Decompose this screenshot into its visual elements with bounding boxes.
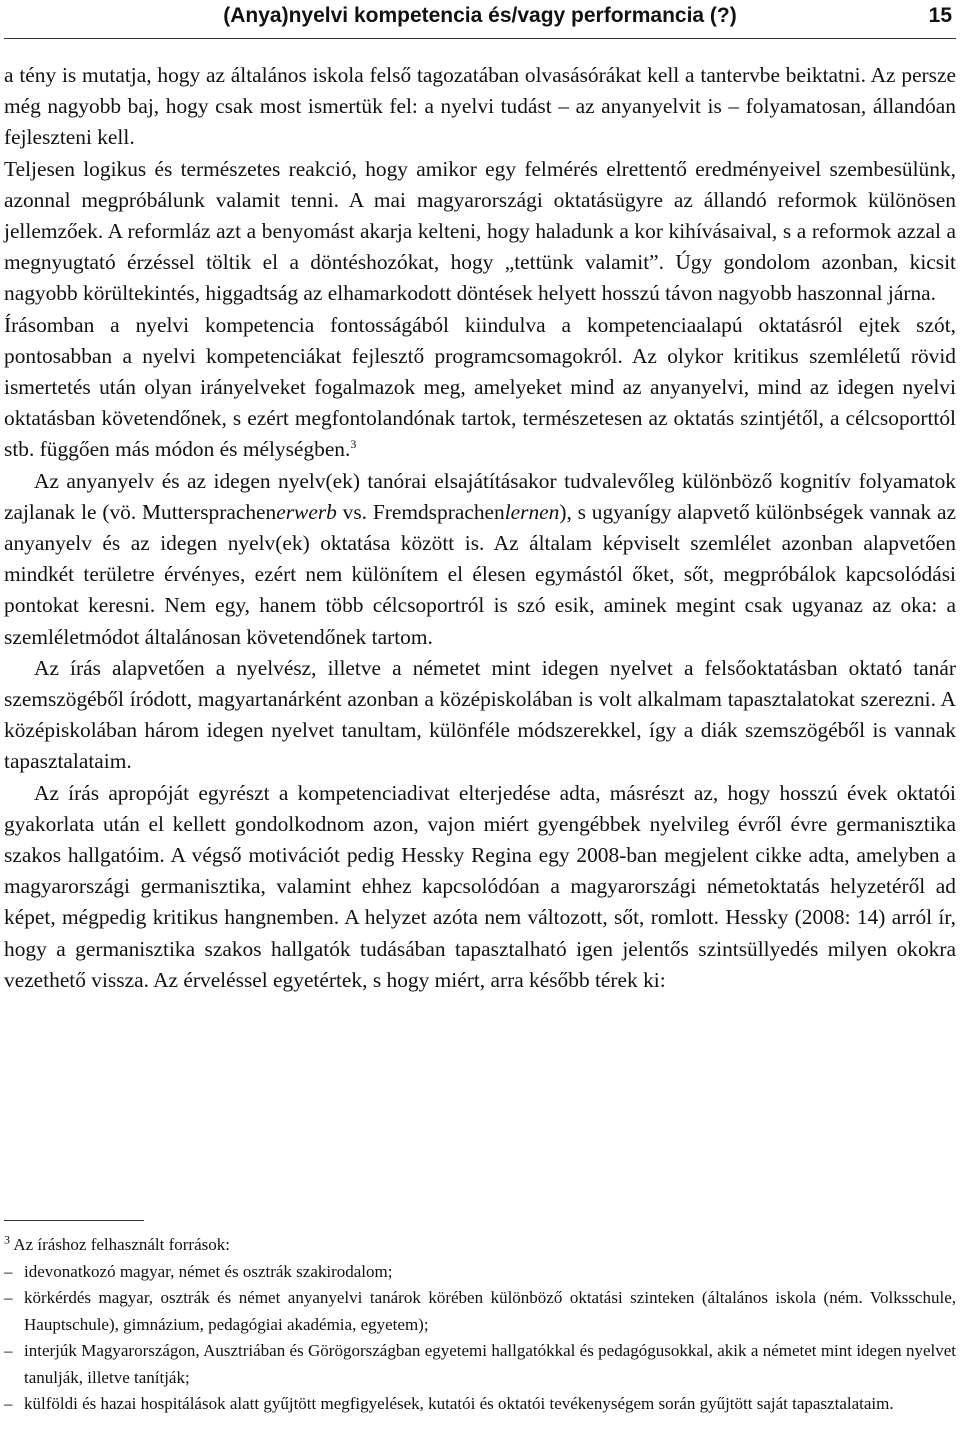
paragraph-3-text: Írásomban a nyelvi kompetencia fontosságából kiindulva a kompetenciaalapú oktatásról ejtek szót, pontosabban a nyelvi kompetenciákat fejlesztő programcsomagokról. Az olykor kritikus szemléletű rövid ismertetés után olyan irányelveket fogalmazok meg, amelyeket mind az anyanyelvi, mind az idegen nyelvi oktatásban követendőnek, s ezért megfontolandónak tartok, természetesen az oktatás szintjétől, a célcsoporttól stb. függően más módon és mélységben. [4, 312, 956, 462]
term-lernen: lernen [504, 499, 560, 524]
body-text [4, 60, 956, 996]
footnote-item [4, 1391, 956, 1418]
paragraph-3 [4, 310, 956, 466]
footnote-reference: 3 [350, 437, 357, 452]
paragraph-1: a tény is mutatja, hogy az általános iskola felső tagozatában olvasásórákat kell a tantervbe beiktatni. Az persze még nagyobb baj, hogy csak most ismertük fel: a nyelvi tudást – az anyanyelvit is – folyamatosan, állandóan fejleszteni kell. [4, 63, 956, 150]
dash-marker: – [4, 1261, 13, 1281]
paragraph-4-text-c: ), s ugyanígy alapvető különbségek vannak az anyanyelv és az idegen nyelv(ek) oktatása között is. Az általam képviselt szemlélet azonban alapvetően mindkét területre érvényes, ezért nem különítem el élesen egymástól őket, sőt, megpróbálok kapcsolódási pontokat keresni. Nem egy, hanem több célcsoportról is szó esik, aminek megint csak ugyanaz az oka: a szemléletmódot általánosan követendőnek tartom. [4, 499, 956, 649]
paragraph-2: Teljesen logikus és természetes reakció, hogy amikor egy felmérés elrettentő eredményeivel szembesülünk, azonnal megpróbálunk valamit tenni. A mai magyarországi oktatásügyre az állandó reformok különösen jellemzőek. A reformláz azt a benyomást akarja kelteni, hogy haladunk a kor kihívásaival, s a reformok azzal a megnyugtató érzéssel töltik el a döntéshozókat, hogy „tettünk valamit”. Úgy gondolom azonban, kicsit nagyobb körültekintés, higgadtság az elhamarkodott döntések helyett hosszú távon nagyobb haszonnal járna. [4, 156, 956, 306]
footnote-intro-text: Az íráshoz felhasznált források: [13, 1235, 230, 1254]
header-rule [4, 38, 956, 39]
footnote-intro [4, 1232, 956, 1259]
footnote-block [4, 1232, 956, 1418]
paragraph-4-text-b: vs. Fremdsprachen [336, 499, 505, 524]
footnote-item [4, 1259, 956, 1286]
footnote-item-text: külföldi és hazai hospitálások alatt gyűjtött megfigyelések, kutatói és oktatói tevékenységem során gyűjtött saját tapasztalataim. [24, 1394, 894, 1413]
dash-marker: – [4, 1341, 13, 1360]
running-title: (Anya)nyelvi kompetencia és/vagy performancia (?) [223, 4, 737, 27]
footnote-number: 3 [4, 1232, 10, 1247]
paragraph-4 [4, 466, 956, 653]
dash-marker: – [4, 1288, 13, 1307]
dash-marker: – [4, 1394, 13, 1413]
paragraph-5: Az írás alapvetően a nyelvész, illetve a németet mint idegen nyelvet a felsőoktatásban oktató tanár szemszögéből íródott, magyartanárként azonban a középiskolában is volt alkalmam tapasztalatokat szerezni. A középiskolában három idegen nyelvet tanultam, különféle módszerekkel, így a diák szemszögéből is vannak tapasztalataim. [4, 655, 956, 774]
footnote-item [4, 1285, 956, 1338]
running-head [0, 0, 960, 36]
footnote-item-text: interjúk Magyarországon, Ausztriában és Görögországban egyetemi hallgatókkal és pedagógusokkal, akik a németet mint idegen nyelvet tanulják, illetve tanítják; [24, 1341, 956, 1387]
footnote-item-text: körkérdés magyar, osztrák és német anyanyelvi tanárok körében különböző oktatási szinteken (általános iskola (ném. Volksschule, Hauptschule), gimnázium, pedagógiai akadémia, egyetem); [24, 1288, 956, 1334]
footnote-item-text: idevonatkozó magyar, német és osztrák szakirodalom; [24, 1261, 393, 1281]
term-erwerb: erwerb [276, 499, 337, 524]
footnote-rule [4, 1220, 144, 1221]
paragraph-6: Az írás apropóját egyrészt a kompetenciadivat elterjedése adta, másrészt az, hogy hosszú évek oktatói gyakorlata után el kellett gondolkodnom azon, vajon miért gyengébbek nyelvileg évről évre germanisztika szakos hallgatóim. A végső motivációt pedig Hessky Regina egy 2008-ban megjelent cikke adta, amelyben a magyarországi germanisztika, valamint ehhez kapcsolódóan a magyarországi németoktatás helyzetéről ad képet, mégpedig kritikus hangnemben. A helyzet azóta nem változott, sőt, romlott. Hessky (2008: 14) arról ír, hogy a germanisztika szakos hallgatók tudásában tapasztalható igen jelentős szintsüllyedés milyen okokra vezethető vissza. Az érveléssel egyetértek, s hogy miért, arra később térek ki: [4, 780, 956, 992]
paragraph-4-text-a: Az anyanyelv és az idegen nyelv(ek) tanórai elsajátításakor tudvalevőleg különböző kognitív folyamatok zajlanak le (vö. Muttersprachen [4, 468, 956, 524]
footnote-item [4, 1338, 956, 1391]
page-number: 15 [928, 4, 952, 27]
